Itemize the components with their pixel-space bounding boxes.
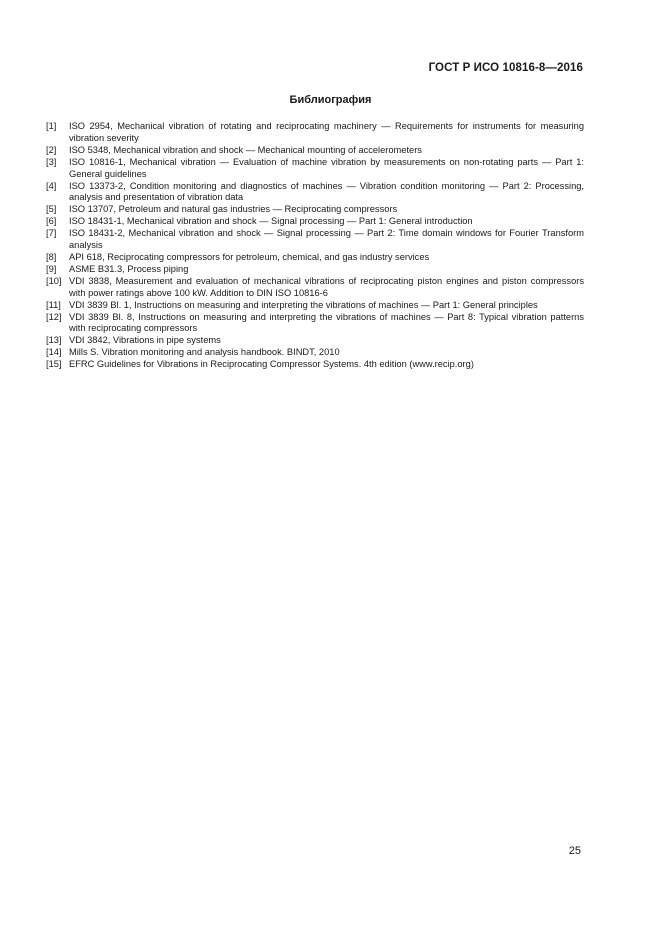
- bibliography-item-text: Mills S. Vibration monitoring and analysis handbook. BINDT, 2010: [69, 347, 340, 358]
- bibliography-item: [46, 312, 584, 336]
- bibliography-item-text: VDI 3839 Bl. 1, Instructions on measuring and interpreting the vibrations of machines — Part 1: General principles: [69, 299, 538, 310]
- bibliography-item-text: VDI 3838, Measurement and evaluation of mechanical vibrations of reciprocating piston engines and piston compressors with power ratings above 100 kW. Addition to DIN ISO 10816-6: [69, 275, 584, 298]
- bibliography-item: [46, 157, 584, 181]
- bibliography-item-text: ISO 2954, Mechanical vibration of rotating and reciprocating machinery — Requirements for instruments for measuring vibration severity: [69, 121, 584, 143]
- bibliography-list: [46, 121, 584, 371]
- standard-code-header: ГОСТ Р ИСО 10816-8—2016: [428, 62, 583, 74]
- bibliography-item-text: ISO 13707, Petroleum and natural gas industries — Reciprocating compressors: [69, 204, 398, 215]
- bibliography-item-text: ISO 10816-1, Mechanical vibration — Evaluation of machine vibration by measurements on non-rotating parts — Part 1: General guidelines: [69, 156, 584, 179]
- bibliography-item: [46, 347, 584, 359]
- bibliography-item: [46, 335, 584, 347]
- bibliography-item: [46, 252, 584, 264]
- bibliography-item: [46, 204, 584, 216]
- bibliography-item: [46, 300, 584, 312]
- bibliography-item-text: VDI 3839 Bl. 8, Instructions on measuring and interpreting the vibrations of machines — Part 8: Typical vibration patterns with reciprocating compressors: [69, 311, 584, 334]
- bibliography-item-number: [6]: [46, 216, 57, 227]
- bibliography-item-number: [1]: [46, 121, 57, 131]
- bibliography-item-text: ISO 18431-1, Mechanical vibration and shock — Signal processing — Part 1: General introduction: [69, 216, 473, 227]
- bibliography-item-number: [7]: [46, 228, 57, 239]
- bibliography-item-number: [15]: [46, 359, 62, 370]
- bibliography-item-text: ASME B31.3, Process piping: [69, 263, 189, 274]
- bibliography-item-number: [9]: [46, 263, 57, 274]
- bibliography-item: [46, 359, 584, 371]
- bibliography-item-number: [10]: [46, 275, 62, 286]
- bibliography-item-text: API 618, Reciprocating compressors for petroleum, chemical, and gas industry services: [69, 251, 430, 262]
- bibliography-item: [46, 276, 584, 300]
- bibliography-item: [46, 228, 584, 252]
- bibliography-item-text: ISO 18431-2, Mechanical vibration and shock — Signal processing — Part 2: Time domain windows for Fourier Transform analysis: [69, 228, 584, 251]
- bibliography-item-number: [12]: [46, 311, 62, 322]
- page-number: 25: [568, 845, 581, 857]
- bibliography-item-number: [14]: [46, 347, 62, 358]
- bibliography-item: [46, 121, 584, 145]
- bibliography-item-number: [5]: [46, 204, 57, 215]
- bibliography-item-number: [2]: [46, 144, 57, 155]
- bibliography-item-number: [13]: [46, 335, 62, 346]
- bibliography-item-text: ISO 13373-2, Condition monitoring and diagnostics of machines — Vibration condition monitoring — Part 2: Processing, analysis and presentation of vibration data: [69, 180, 584, 203]
- bibliography-item-text: ISO 5348, Mechanical vibration and shock — Mechanical mounting of accelerometers: [69, 144, 422, 155]
- bibliography-item: [46, 216, 584, 228]
- bibliography-item: [46, 145, 584, 157]
- bibliography-item-number: [11]: [46, 299, 61, 310]
- bibliography-item-number: [3]: [46, 156, 57, 167]
- bibliography-item-number: [8]: [46, 251, 57, 262]
- bibliography-item: [46, 264, 584, 276]
- bibliography-item-text: EFRC Guidelines for Vibrations in Reciprocating Compressor Systems. 4th edition (www.recip.org): [69, 359, 474, 370]
- bibliography-title: Библиография: [289, 94, 372, 106]
- bibliography-item: [46, 181, 584, 205]
- bibliography-item-number: [4]: [46, 180, 57, 191]
- bibliography-item-text: VDI 3842, Vibrations in pipe systems: [69, 335, 221, 346]
